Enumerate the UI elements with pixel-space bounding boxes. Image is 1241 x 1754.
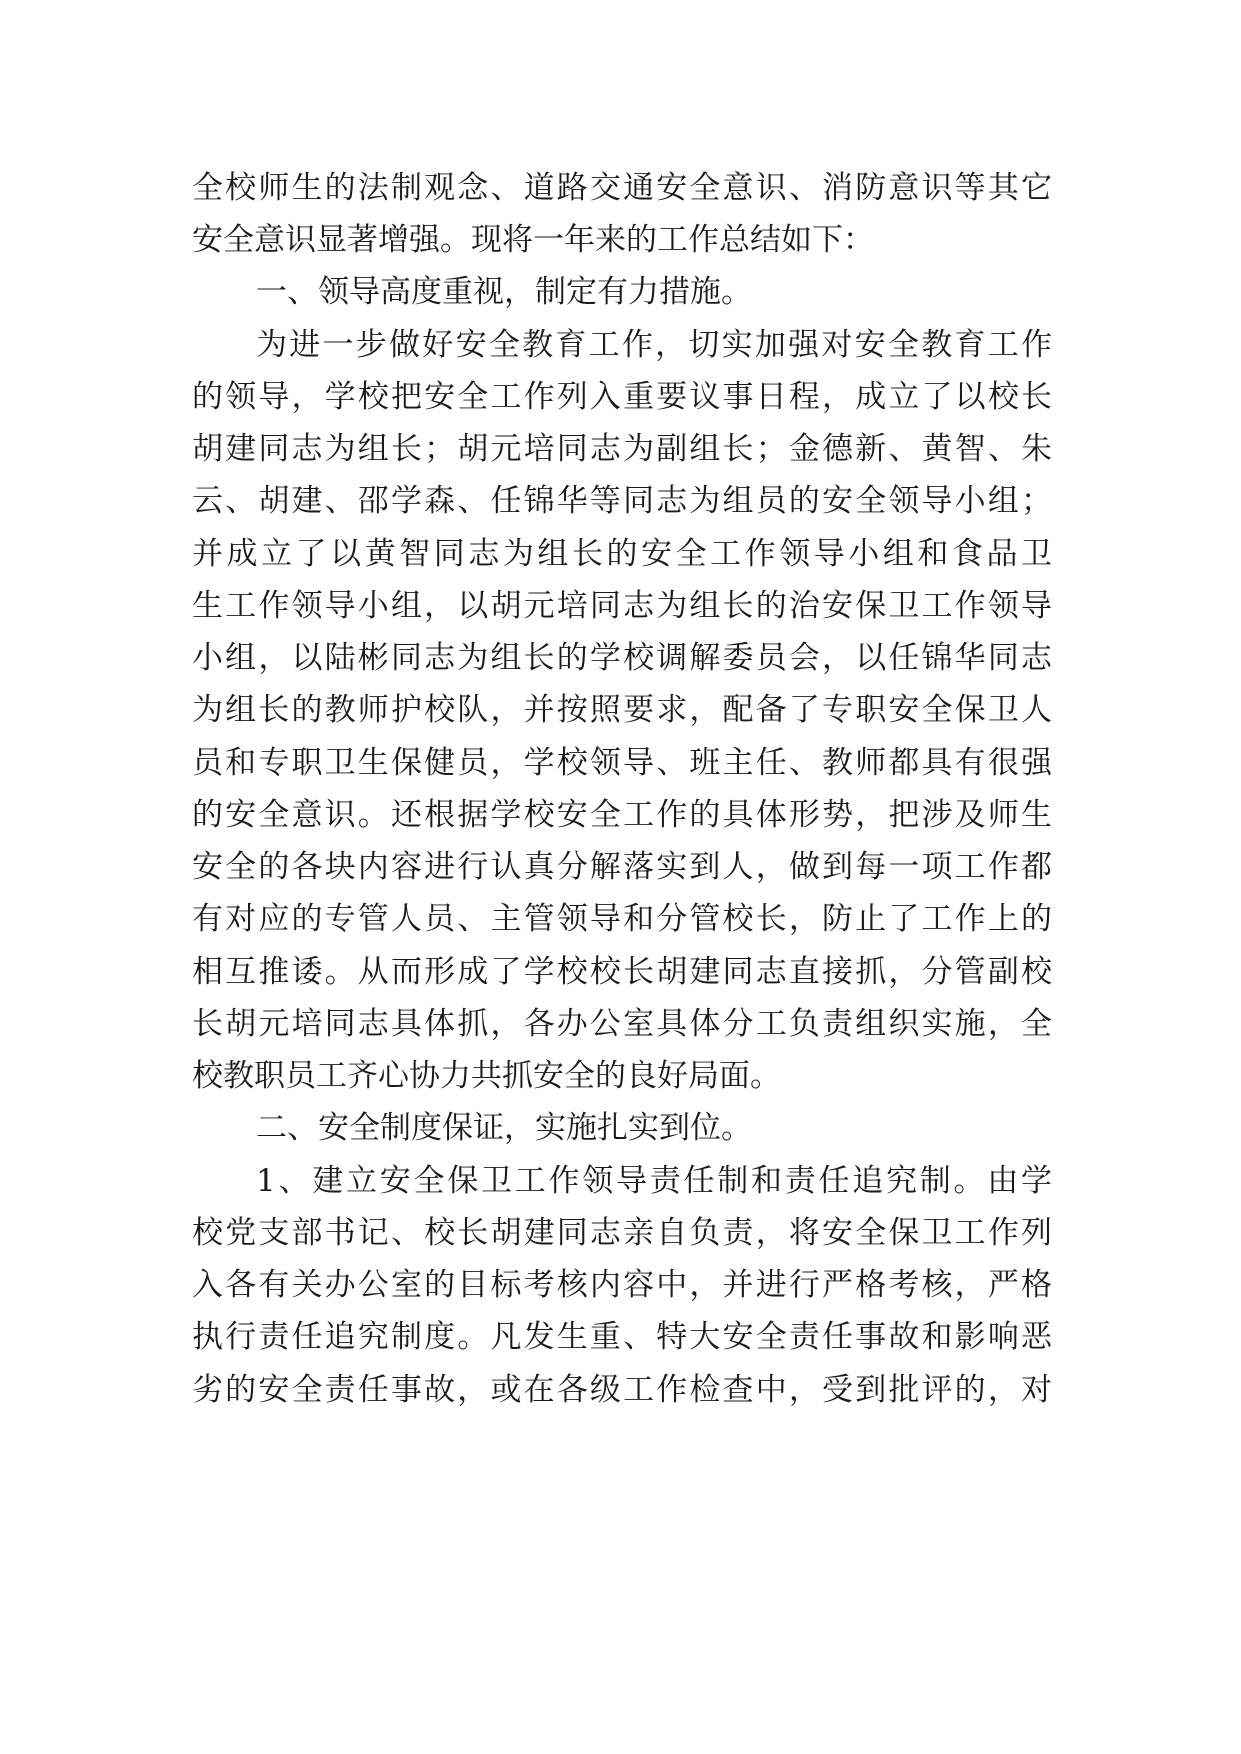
text-line: 劣的安全责任事故，或在各级工作检查中，受到批评的，对 [192,1372,1052,1408]
text-line: 云、胡建、邵学森、任锦华等同志为组员的安全领导小组； [192,483,1052,519]
text-line: 员和专职卫生保健员，学校领导、班主任、教师都具有很强 [192,745,1052,781]
section-heading: 一、领导高度重视，制定有力措施。 [256,274,752,310]
text-line: 有对应的专管人员、主管领导和分管校长，防止了工作上的 [192,901,1052,937]
text-line: 的领导，学校把安全工作列入重要议事日程，成立了以校长 [192,379,1052,415]
text-line: 的安全意识。还根据学校安全工作的具体形势，把涉及师生 [192,797,1052,833]
text-line: 相互推诿。从而形成了学校校长胡建同志直接抓，分管副校 [192,954,1052,990]
text-line: 为进一步做好安全教育工作，切实加强对安全教育工作 [256,327,1052,363]
text-line: 生工作领导小组，以胡元培同志为组长的治安保卫工作领导 [192,588,1052,624]
text-line: 安全意识显著增强。现将一年来的工作总结如下： [192,222,874,258]
text-line: 校党支部书记、校长胡建同志亲自负责，将安全保卫工作列 [192,1215,1052,1251]
text-line: 入各有关办公室的目标考核内容中，并进行严格考核，严格 [192,1267,1052,1303]
text-line: 为组长的教师护校队，并按照要求，配备了专职安全保卫人 [192,692,1052,728]
section-heading: 二、安全制度保证，实施扎实到位。 [256,1110,752,1146]
text-line: 1、建立安全保卫工作领导责任制和责任追究制。由学 [256,1163,1052,1199]
text-line: 全校师生的法制观念、道路交通安全意识、消防意识等其它 [192,170,1052,206]
text-line: 长胡元培同志具体抓，各办公室具体分工负责组织实施，全 [192,1006,1052,1042]
text-line: 小组，以陆彬同志为组长的学校调解委员会，以任锦华同志 [192,640,1052,676]
text-line: 执行责任追究制度。凡发生重、特大安全责任事故和影响恶 [192,1319,1052,1355]
text-line: 校教职员工齐心协力共抓安全的良好局面。 [192,1058,781,1094]
text-line: 安全的各块内容进行认真分解落实到人，做到每一项工作都 [192,849,1052,885]
text-line: 并成立了以黄智同志为组长的安全工作领导小组和食品卫 [192,536,1052,572]
text-line: 胡建同志为组长；胡元培同志为副组长；金德新、黄智、朱 [192,431,1052,467]
